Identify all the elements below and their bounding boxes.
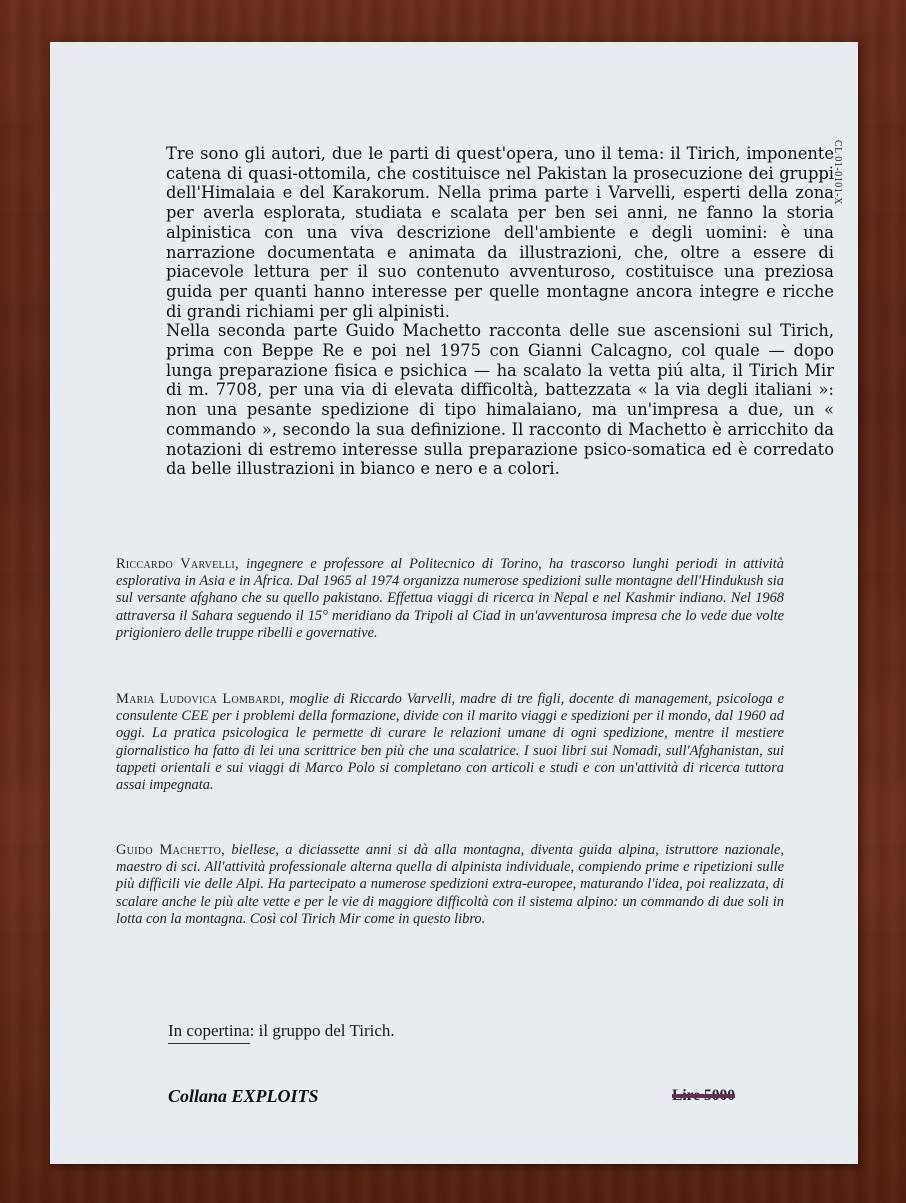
description-text bbox=[166, 144, 834, 479]
price-label: Lire 5000 bbox=[672, 1087, 735, 1104]
author-bio-text: moglie di Riccardo Varvelli, madre di tre figli, docente di management, psicologa e consulente CEE per i problemi della formazione, divide con il marito viaggi e spedizioni per il mondo, dal 1960 ad oggi. La pratica psicologica le permette di curare le relazioni umane di ogni spedizione, mentre il mestiere giornalistico ha fatto di lei una scrittrice ben più che una scalatrice. I suoi libri sui Nomadi, sull'Afghanistan, sui tappeti orientali e sui viaggi di Marco Polo si completano con articoli e studi e con un'attività di ricerca tuttora assai impegnata. bbox=[116, 691, 784, 794]
description-paragraph-2: Nella seconda parte Guido Machetto racconta delle sue ascensioni sul Tirich, prima con Beppe Re e poi nel 1975 con Gianni Calcagno, col quale — dopo lunga preparazione fisica e psichica — ha scalato la vetta piú alta, il Tirich Mir di m. 7708, per una via di elevata difficoltà, battezzata « la via degli italiani »: non una pesante spedizione di tipo himalaiano, ma un'impresa a due, un « commando », secondo la sua definizione. Il racconto di Machetto è arricchito da notazioni di estremo interesse sulla preparazione psico-somatica ed è corredato da belle illustrazioni in bianco e nero e a colori. bbox=[166, 321, 834, 479]
author-bio-varvelli bbox=[116, 556, 784, 642]
cover-caption bbox=[168, 1021, 395, 1041]
author-name: Riccardo Varvelli, bbox=[116, 556, 239, 572]
cover-caption-label: In copertina bbox=[168, 1021, 250, 1044]
description-paragraph-1: Tre sono gli autori, due le parti di quest'opera, uno il tema: il Tirich, imponente catena di quasi-ottomila, che costituisce nel Pakistan la prosecuzione dei gruppi dell'Himalaia e del Karakorum. Nella prima parte i Varvelli, esperti della zona per averla esplorata, studiata e scalata per ben sei anni, ne fanno la storia alpinistica con una viva descrizione dell'ambiente e degli uomini: è una narrazione documentata e animata da illustrazioni, che, oltre a essere di piacevole lettura per il suo contenuto avventuroso, costituisce una preziosa guida per quanti hanno interesse per quelle montagne ancora integre e ricche di grandi richiami per gli alpinisti. bbox=[166, 144, 834, 321]
author-name: Guido Machetto, bbox=[116, 842, 226, 858]
author-bio-text: biellese, a diciassette anni si dà alla montagna, diventa guida alpina, istruttore nazionale, maestro di sci. All'attività professionale alterna quella di alpinista individuale, compiendo prime e ripetizioni sulle più difficili vie delle Alpi. Ha partecipato a numerose spedizioni extra-europee, maturando l'idea, poi realizzata, di scalare anche le più alte vette e per le vie di maggiore difficoltà con il sistema alpino: un commando di due soli in lotta con la montagna. Così col Tirich Mir come in questo libro. bbox=[116, 842, 784, 927]
author-bio-text: ingegnere e professore al Politecnico di Torino, ha trascorso lunghi periodi in attività esplorativa in Asia e in Africa. Dal 1965 al 1974 organizza numerose spedizioni sulle montagne dell'Hindukush sia sul versante afghano che su quello pakistano. Effettua viaggi di ricerca in Nepal e nel Kashmir indiano. Nel 1968 attraversa il Sahara seguendo il 15° meridiano da Tripoli al Ciad in un'avventurosa impresa che lo vede due volte prigioniero delle truppe ribelli e governative. bbox=[116, 556, 784, 641]
catalog-code: CL 01-0101-X bbox=[832, 140, 843, 205]
series-name: Collana EXPLOITS bbox=[168, 1086, 319, 1106]
cover-caption-text: : il gruppo del Tirich. bbox=[249, 1021, 395, 1040]
author-bio-lombardi bbox=[116, 691, 784, 794]
author-bio-machetto bbox=[116, 842, 784, 928]
author-name: Maria Ludovica Lombardi, bbox=[116, 691, 285, 707]
